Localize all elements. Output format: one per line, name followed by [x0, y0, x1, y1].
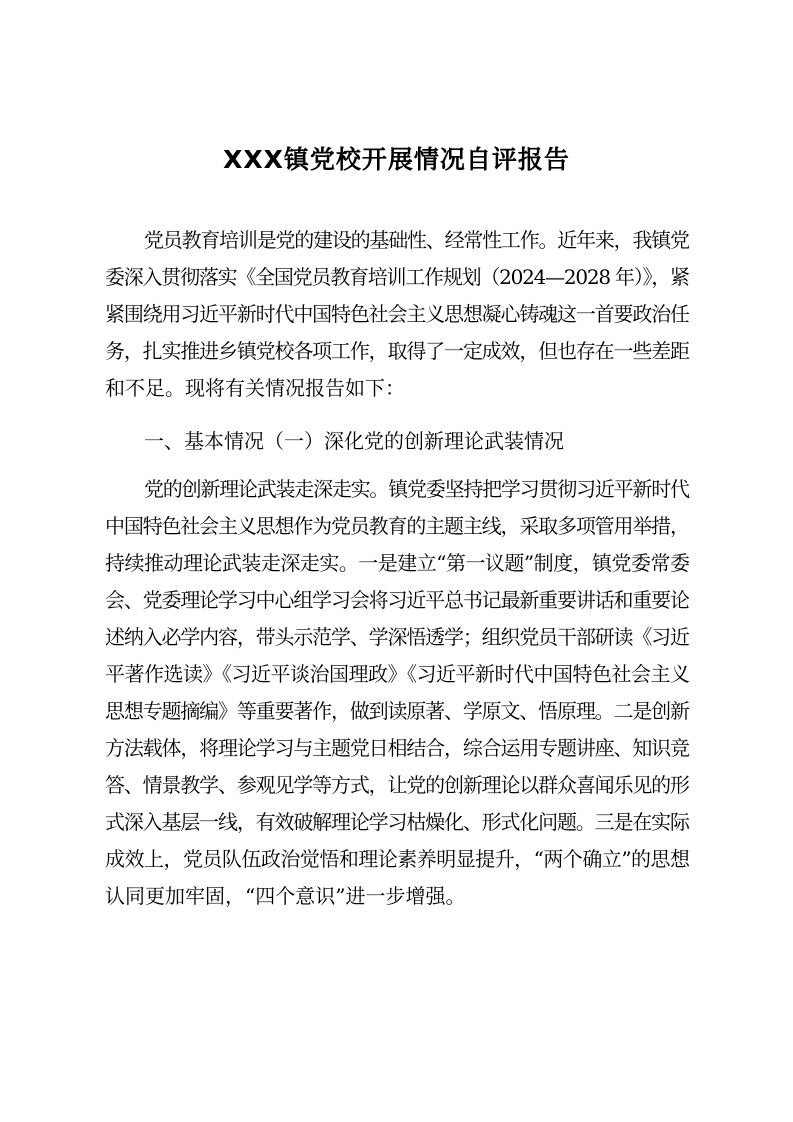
paragraph-2-line-7: 思想专题摘编》等重要著作，做到读原著、学原文、悟原理。二是创新	[105, 699, 689, 723]
paragraph-1-line-2: 委深入贯彻落实《全国党员教育培训工作规划（2024—2028 年）》，紧	[105, 265, 689, 289]
paragraph-2-line-3: 持续推动理论武装走深走实。一是建立“第一议题”制度，镇党委常委	[105, 551, 690, 575]
document-title: XXX镇党校开展情况自评报告	[223, 145, 570, 174]
paragraph-2-line-9: 答、情景教学、参观见学等方式，让党的创新理论以群众喜闻乐见的形	[105, 773, 689, 797]
paragraph-2-line-12: 认同更加牢固，“四个意识”进一步增强。	[105, 884, 466, 908]
paragraph-2-line-1: 党的创新理论武装走深走实。镇党委坚持把学习贯彻习近平新时代	[144, 477, 689, 501]
paragraph-1-line-5: 和不足。现将有关情况报告如下：	[105, 376, 405, 400]
paragraph-1-line-4: 务，扎实推进乡镇党校各项工作，取得了一定成效，但也存在一些差距	[105, 339, 689, 363]
section-heading-1: 一、基本情况（一）深化党的创新理论武装情况	[144, 429, 564, 453]
paragraph-2-line-5: 述纳入必学内容，带头示范学、学深悟透学；组织党员干部研读《习近	[105, 625, 689, 649]
paragraph-2-line-6: 平著作选读》《习近平谈治国理政》《习近平新时代中国特色社会主义	[105, 662, 690, 686]
paragraph-2-line-4: 会、党委理论学习中心组学习会将习近平总书记最新重要讲话和重要论	[105, 588, 689, 612]
paragraph-2-line-8: 方法载体，将理论学习与主题党日相结合，综合运用专题讲座、知识竞	[105, 736, 689, 760]
paragraph-1-line-3: 紧围绕用习近平新时代中国特色社会主义思想凝心铸魂这一首要政治任	[105, 302, 689, 326]
paragraph-2-line-2: 中国特色社会主义思想作为党员教育的主题主线，采取多项管用举措，	[105, 514, 689, 538]
paragraph-2-line-11: 成效上，党员队伍政治觉悟和理论素养明显提升，“两个确立”的思想	[105, 847, 690, 871]
paragraph-1-line-1: 党员教育培训是党的建设的基础性、经常性工作。近年来，我镇党	[144, 228, 689, 252]
paragraph-2-line-10: 式深入基层一线，有效破解理论学习枯燥化、形式化问题。三是在实际	[105, 810, 689, 834]
